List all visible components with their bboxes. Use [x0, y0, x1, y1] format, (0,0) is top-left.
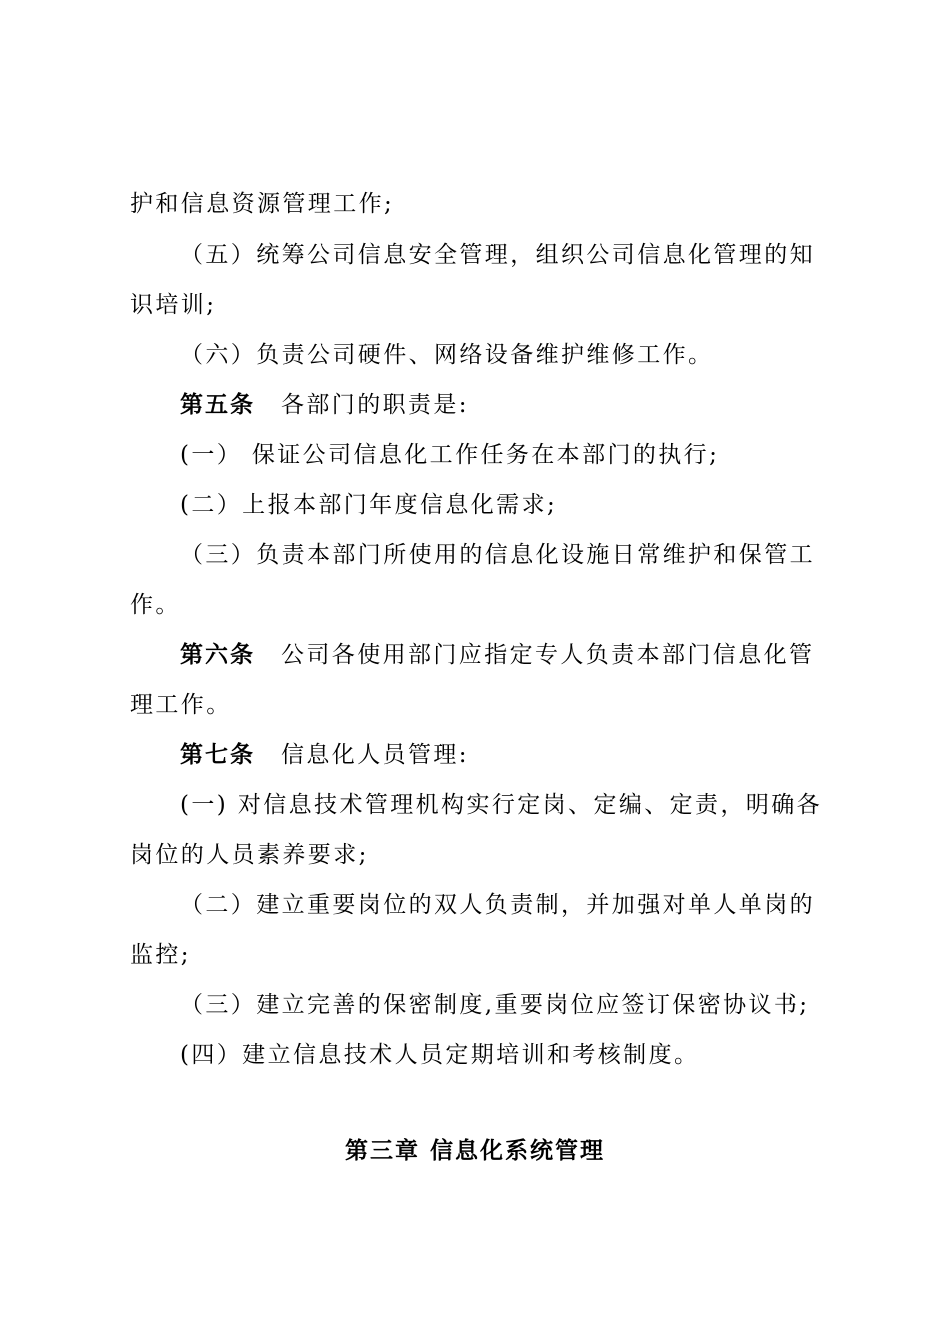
text-line: （三）建立完善的保密制度,重要岗位应签订保密协议书; [180, 992, 810, 1018]
article-title: 第七条 [180, 741, 255, 768]
text-line: 岗位的人员素养要求; [130, 842, 369, 868]
article-title: 第五条 [180, 391, 255, 418]
article-6 [0, 640, 950, 670]
text-line: （五）统筹公司信息安全管理，组织公司信息化管理的知 [180, 242, 815, 268]
article-text: 各部门的职责是: [281, 392, 469, 418]
text-line: 理工作。 [130, 692, 232, 718]
text-line: (四）建立信息技术人员定期培训和考核制度。 [180, 1042, 700, 1068]
text-line: 识培训; [130, 292, 217, 318]
article-text: 公司各使用部门应指定专人负责本部门信息化管 [281, 642, 815, 668]
text-line: （六）负责公司硬件、网络设备维护维修工作。 [180, 342, 714, 368]
text-line: 监控; [130, 942, 191, 968]
article-7 [0, 740, 950, 770]
chapter-title: 第三章 信息化系统管理 [344, 1137, 605, 1164]
text-line: 作。 [130, 592, 181, 618]
text-line: (一) 对信息技术管理机构实行定岗、定编、定责，明确各 [180, 792, 823, 818]
article-text: 信息化人员管理: [281, 742, 469, 768]
text-line: (二）上报本部门年度信息化需求; [180, 492, 558, 518]
text-line: （二）建立重要岗位的双人负责制，并加强对单人单岗的 [180, 892, 815, 918]
article-title: 第六条 [180, 641, 255, 668]
text-line: (一） 保证公司信息化工作任务在本部门的执行; [180, 442, 720, 468]
text-line: 护和信息资源管理工作; [130, 191, 395, 217]
article-5 [0, 390, 950, 420]
text-line: （三）负责本部门所使用的信息化设施日常维护和保管工 [180, 542, 815, 568]
